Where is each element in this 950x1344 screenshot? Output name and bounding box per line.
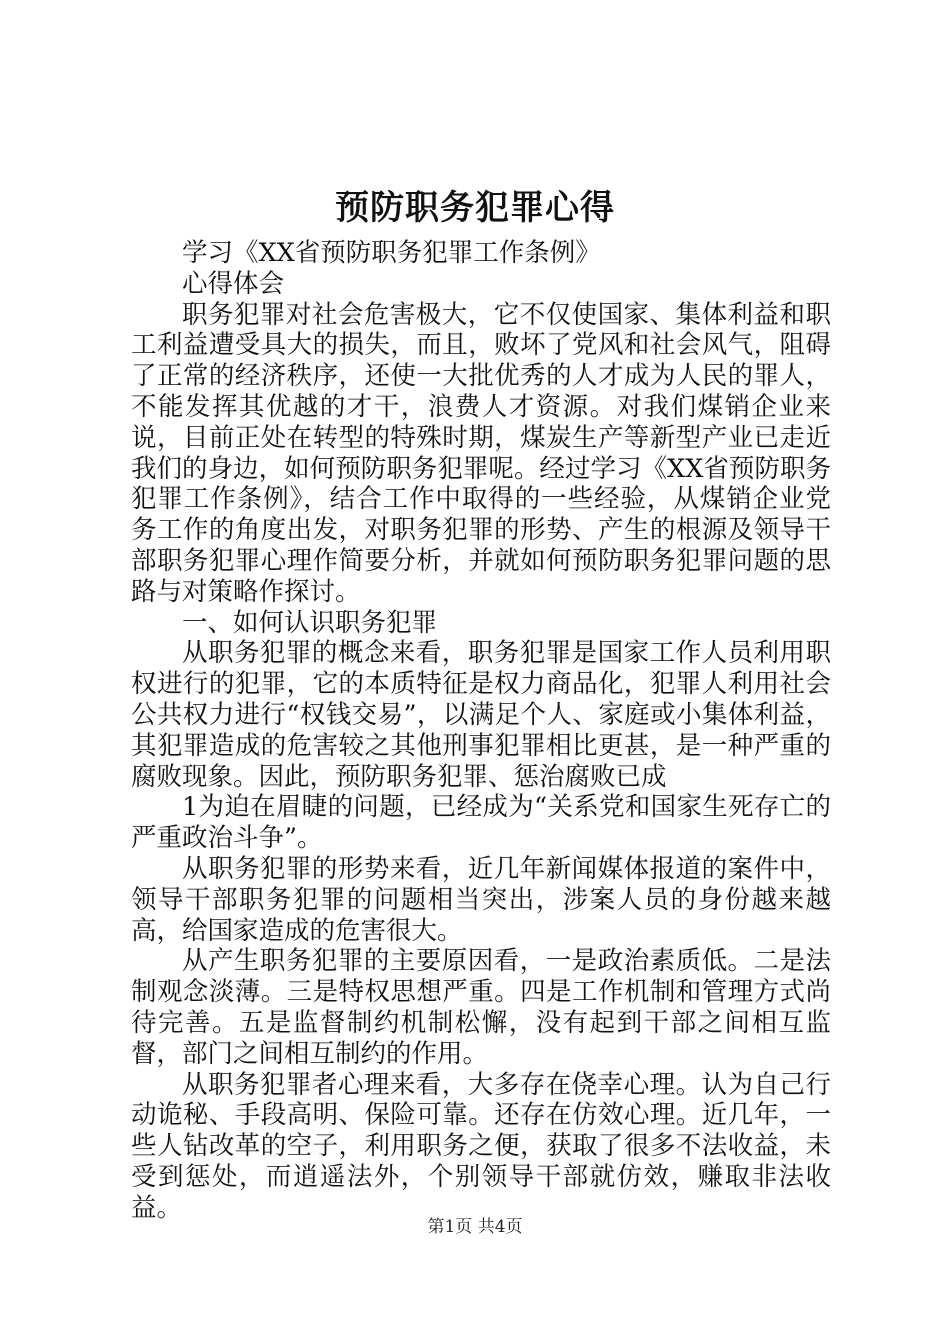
paragraph: 从产生职务犯罪的主要原因看，一是政治素质低。二是法制观念淡薄。三是特权思想严重。四是工作机制和管理方式尚待完善。五是监督制约机制松懈，没有起到干部之间相互监督，部门之间相互制约的作用。 (131, 946, 831, 1069)
paragraph: 从职务犯罪者心理来看，大多存在侥幸心理。认为自己行动诡秘、手段高明、保险可靠。还存在仿效心理。近几年，一些人钻改革的空子，利用职务之便，获取了很多不法收益，未受到惩处，而逍遥法外，个别领导干部就仿效，赚取非法收益。 (131, 1069, 831, 1223)
document-title: 预防职务犯罪心得 (335, 188, 615, 228)
paragraph-subtitle-2: 心得体会 (182, 268, 285, 299)
section-heading: 一、如何认识职务犯罪 (182, 607, 438, 638)
paragraph-subtitle: 学习《XX省预防职务犯罪工作条例》 (182, 238, 601, 268)
paragraph: 从职务犯罪的概念来看，职务犯罪是国家工作人员利用职权进行的犯罪，它的本质特征是权力商品化，犯罪人利用社会公共权力进行“权钱交易”，以满足个人、家庭或小集体利益，其犯罪造成的危害较之其他刑事犯罪相比更甚，是一种严重的腐败现象。因此，预防职务犯罪、惩治腐败已成 (131, 638, 831, 792)
paragraph: 职务犯罪对社会危害极大，它不仅使国家、集体利益和职工利益遭受具大的损失，而且，败坏了党风和社会风气，阻碍了正常的经济秩序，还使一大批优秀的人才成为人民的罪人，不能发挥其优越的才干，浪费人才资源。对我们煤销企业来说，目前正处在转型的特殊时期，煤炭生产等新型产业已走近我们的身边，如何预防职务犯罪呢。经过学习《XX省预防职务犯罪工作条例》，结合工作中取得的一些经验，从煤销企业党务工作的角度出发，对职务犯罪的形势、产生的根源及领导干部职务犯罪心理作简要分析，并就如何预防职务犯罪问题的思路与对策略作探讨。 (131, 299, 831, 607)
document-body (131, 238, 831, 1224)
paragraph: 1为迫在眉睫的问题，已经成为“关系党和国家生死存亡的严重政治斗争”。 (131, 792, 831, 854)
paragraph: 从职务犯罪的形势来看，近几年新闻媒体报道的案件中，领导干部职务犯罪的问题相当突出，涉案人员的身份越来越高，给国家造成的危害很大。 (131, 853, 831, 946)
page-footer: 第1页 共4页 (427, 1217, 523, 1237)
